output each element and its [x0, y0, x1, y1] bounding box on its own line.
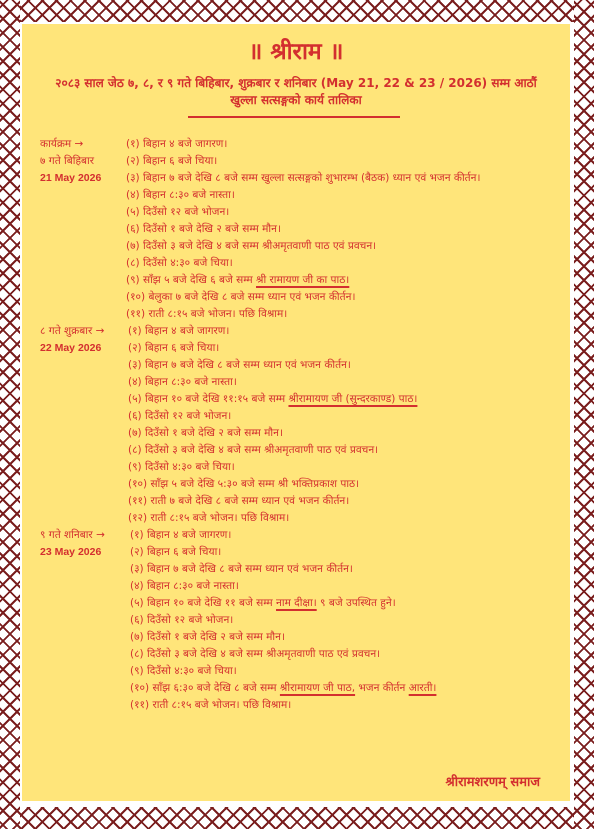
day-label-2: ८ गते शुक्रबार →: [40, 325, 105, 337]
page-subtitle: [40, 75, 552, 109]
day-date-2: 22 May 2026: [40, 342, 102, 354]
schedule-item: [130, 629, 285, 646]
schedule-item-text: (७) दिउँसो ३ बजे देखि ४ बजे सम्म श्रीअमृतवाणी पाठ एवं प्रवचन।: [126, 240, 377, 252]
left-border: [0, 0, 20, 829]
title-underline: [188, 116, 400, 118]
schedule-item-text: (११) राती ८:१५ बजे भोजन। पछि विश्राम।: [126, 308, 288, 320]
day-date-3: 23 May 2026: [40, 546, 102, 558]
right-border: [574, 0, 594, 829]
schedule-item-text: (२) बिहान ६ बजे चिया।: [126, 155, 218, 167]
schedule-item: [126, 306, 287, 323]
schedule-panel: [22, 24, 570, 801]
schedule-item-highlight: श्रीरामायण जी (सुन्दरकाण्ड) पाठ।: [288, 393, 418, 405]
schedule-item: [126, 255, 233, 272]
day-label-3: ९ गते शनिबार →: [40, 529, 105, 541]
schedule-item-highlight: नाम दीक्षा।: [276, 597, 317, 609]
schedule-item: [130, 663, 237, 680]
schedule-item-text: (७) दिउँसो १ बजे देखि २ बजे सम्म मौन।: [128, 427, 283, 439]
schedule-item: [130, 595, 396, 612]
footer-org-name: श्रीरामशरणम् समाज: [445, 775, 540, 790]
schedule-item-highlight: श्री रामायण जी का पाठ।: [256, 274, 350, 286]
schedule-item-text: (४) बिहान ८:३० बजे नास्ता।: [130, 580, 239, 592]
schedule-item-text: (९) साँझ ५ बजे देखि ६ बजे सम्म: [126, 274, 257, 286]
schedule-item-text: (४) बिहान ८:३० बजे नास्ता।: [128, 376, 237, 388]
schedule-item-text: (८) दिउँसो ३ बजे देखि ४ बजे सम्म श्रीअमृतवाणी पाठ एवं प्रवचन।: [128, 444, 379, 456]
schedule-item-text: (९) दिउँसो ४:३० बजे चिया।: [128, 461, 235, 473]
program-label: कार्यक्रम →: [40, 138, 84, 150]
schedule-item: [126, 238, 376, 255]
schedule-item: [128, 493, 349, 510]
day-label-1: ७ गते बिहिबार: [40, 155, 95, 167]
schedule-item-text: (४) बिहान ८:३० बजे नास्ता।: [126, 189, 235, 201]
schedule-item: [126, 187, 235, 204]
schedule-item-text: (१२) राती ८:१५ बजे भोजन। पछि विश्राम।: [128, 512, 290, 524]
schedule-item-text: (८) दिउँसो ३ बजे देखि ४ बजे सम्म श्रीअमृतवाणी पाठ एवं प्रवचन।: [130, 648, 381, 660]
schedule-item: [128, 510, 289, 527]
schedule-item-text: (६) दिउँसो १२ बजे भोजन।: [130, 614, 234, 626]
schedule-item-text: (१) बिहान ४ बजे जागरण।: [126, 138, 228, 150]
schedule-item-text: (१०) बेलुका ७ बजे देखि ८ बजे सम्म ध्यान एवं भजन कीर्तन।: [126, 291, 356, 303]
schedule-item: [128, 391, 417, 408]
schedule-item-text: (८) दिउँसो ४:३० बजे चिया।: [126, 257, 233, 269]
schedule-item-text: (२) बिहान ६ बजे चिया।: [130, 546, 222, 558]
schedule-item-text: (५) बिहान १० बजे देखि ११ बजे सम्म: [130, 597, 277, 609]
schedule-item: [128, 476, 359, 493]
schedule-item: [128, 357, 351, 374]
schedule-item: [126, 289, 355, 306]
schedule-item: [128, 425, 283, 442]
schedule-item-highlight: आरती।: [408, 682, 437, 694]
subtitle-line-2: खुल्ला सत्सङ्गको कार्य तालिका: [230, 93, 362, 107]
day-date-1: 21 May 2026: [40, 172, 102, 184]
schedule-item: [128, 408, 231, 425]
schedule-item-text: (२) बिहान ६ बजे चिया।: [128, 342, 220, 354]
schedule-item-text: (९) दिउँसो ४:३० बजे चिया।: [130, 665, 237, 677]
schedule-item: [130, 561, 353, 578]
schedule-item: [128, 459, 235, 476]
schedule-item: [130, 697, 291, 714]
schedule-item: [128, 374, 237, 391]
schedule-item-text: (७) दिउँसो १ बजे देखि २ बजे सम्म मौन।: [130, 631, 285, 643]
schedule-item: [126, 204, 229, 221]
schedule-item-text: (६) दिउँसो १ बजे देखि २ बजे सम्म मौन।: [126, 223, 281, 235]
schedule-item: [128, 340, 219, 357]
schedule-item: [128, 323, 229, 340]
schedule-item: [126, 136, 227, 153]
schedule-item-text: (५) दिउँसो १२ बजे भोजन।: [126, 206, 230, 218]
schedule-item-text: (३) बिहान ७ बजे देखि ८ बजे सम्म ध्यान एवं भजन कीर्तन।: [128, 359, 351, 371]
schedule-item: [130, 527, 231, 544]
bottom-border: [0, 807, 594, 829]
schedule-item: [126, 153, 217, 170]
schedule-item-text: (१) बिहान ४ बजे जागरण।: [128, 325, 230, 337]
schedule-item-text-tail: भजन कीर्तन: [355, 682, 409, 694]
subtitle-line-1: २०८३ साल जेठ ७, ८, र ९ गते बिहिबार, शुक्रबार र शनिबार (May 21, 22 & 23 / 2026) सम्म आठौं: [55, 76, 537, 90]
schedule-item-text: (१) बिहान ४ बजे जागरण।: [130, 529, 232, 541]
schedule-item-text: (३) बिहान ७ बजे देखि ८ बजे सम्म ध्यान एवं भजन कीर्तन।: [130, 563, 353, 575]
schedule-item-text: (६) दिउँसो १२ बजे भोजन।: [128, 410, 232, 422]
schedule-item: [128, 442, 378, 459]
schedule-item-text: (३) बिहान ७ बजे देखि ८ बजे सम्म खुल्ला सत्सङ्गको शुभारम्भ (बैठक) ध्यान एवं भजन कीर्तन।: [126, 172, 481, 184]
schedule-item: [130, 578, 239, 595]
schedule-item-text-tail: ९ बजे उपस्थित हुने।: [316, 597, 396, 609]
schedule-item-text: (५) बिहान १० बजे देखि ११:१५ बजे सम्म: [128, 393, 289, 405]
schedule-item: [126, 221, 281, 238]
page-title: ॥ श्रीराम ॥: [248, 39, 344, 65]
schedule-item-text: (११) राती ७ बजे देखि ८ बजे सम्म ध्यान एवं भजन कीर्तन।: [128, 495, 350, 507]
schedule-item-text: (१०) साँझ ६:३० बजे देखि ८ बजे सम्म: [130, 682, 280, 694]
schedule-item: [130, 544, 221, 561]
schedule-item: [130, 646, 380, 663]
schedule-item: [130, 612, 233, 629]
schedule-item: [126, 170, 480, 187]
top-border: [0, 0, 594, 22]
schedule-item: [126, 272, 349, 289]
schedule-item-highlight: श्रीरामायण जी पाठ,: [279, 682, 356, 694]
schedule-item-text: (११) राती ८:१५ बजे भोजन। पछि विश्राम।: [130, 699, 292, 711]
schedule-item: [130, 680, 436, 697]
schedule-item-text: (१०) साँझ ५ बजे देखि ५:३० बजे सम्म श्री भक्तिप्रकाश पाठ।: [128, 478, 360, 490]
